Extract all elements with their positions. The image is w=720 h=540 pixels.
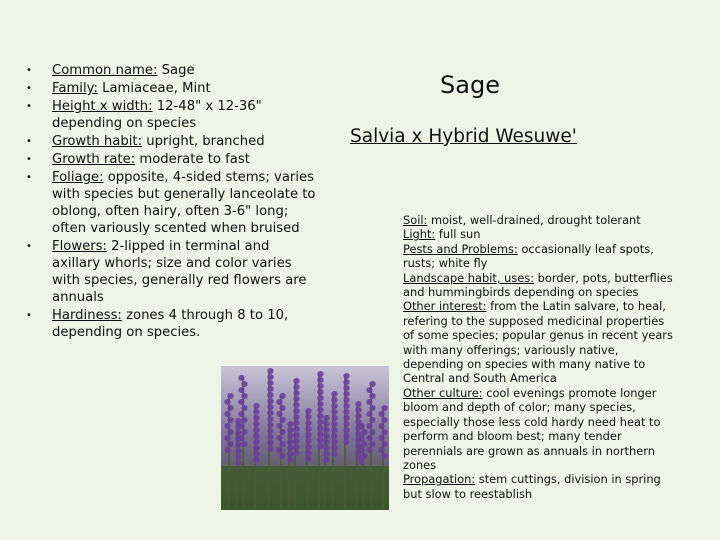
note-paragraph <box>403 242 675 271</box>
bullet-icon: • <box>26 241 32 252</box>
note-paragraph <box>403 213 675 227</box>
fact-label: Height x width: <box>52 99 153 114</box>
fact-text: zones 4 through 8 to 10, depending on species. <box>52 308 289 340</box>
bullet-icon: • <box>26 310 32 321</box>
salvia-photo <box>221 366 389 510</box>
note-label: Propagation: <box>403 472 476 487</box>
fact-text: 2-lipped in terminal and axillary whorls; size and color varies with species, generally red flowers are annuals <box>52 239 307 305</box>
note-text: cool evenings promote longer bloom and depth of color; many species, especially those less cold hardy need heat to perform and bloom best; many tender perennials are grown as annuals in northern zones <box>403 385 661 472</box>
plant-facts-list <box>24 62 320 342</box>
note-label: Landscape habit, uses: <box>403 270 535 285</box>
bullet-icon: • <box>26 154 32 165</box>
bullet-icon: • <box>26 136 32 147</box>
list-item <box>24 133 320 150</box>
note-text: occasionally leaf spots, rusts; white fly <box>403 241 654 271</box>
note-paragraph <box>403 386 675 472</box>
list-item <box>24 62 320 79</box>
list-item <box>24 169 320 237</box>
fact-label: Flowers: <box>52 239 107 254</box>
note-text: stem cuttings, division in spring but slow to reestablish <box>403 472 661 501</box>
note-label: Light: <box>403 227 436 242</box>
fact-label: Hardiness: <box>52 308 122 323</box>
bullet-icon: • <box>26 65 32 76</box>
list-item <box>24 307 320 341</box>
note-paragraph <box>403 472 675 501</box>
cultivar-name: Salvia x Hybrid Wesuwe' <box>350 126 577 147</box>
fact-label: Growth rate: <box>52 152 136 167</box>
fact-text: Lamiaceae, Mint <box>97 81 211 96</box>
list-item <box>24 98 320 132</box>
bullet-icon: • <box>26 172 32 183</box>
list-item <box>24 80 320 97</box>
note-text: moist, well-drained, drought tolerant <box>427 213 641 227</box>
note-text: border, pots, butterflies and hummingbirds depending on species <box>403 270 673 300</box>
note-label: Other interest: <box>403 299 487 314</box>
list-item <box>24 238 320 306</box>
bullet-icon: • <box>26 83 32 94</box>
note-label: Soil: <box>403 213 428 227</box>
fact-label: Growth habit: <box>52 134 143 149</box>
bullet-icon: • <box>26 101 32 112</box>
fact-text: moderate to fast <box>135 152 250 167</box>
note-paragraph <box>403 271 675 300</box>
note-text: from the Latin salvare, to heal, refering to the supposed medicinal properties of some species; popular genus in recent years with many offerings; variously native, depending on species with many native to Central and South America <box>403 299 673 386</box>
fact-label: Foliage: <box>52 170 104 185</box>
note-label: Pests and Problems: <box>403 241 518 256</box>
note-label: Other culture: <box>403 385 483 400</box>
fact-text: upright, branched <box>142 134 265 149</box>
note-paragraph <box>403 299 675 385</box>
note-paragraph <box>403 227 675 241</box>
fact-text: opposite, 4-sided stems; varies with species but generally lanceolate to oblong, often hairy, often 3-6" long; often variously scented when bruised <box>52 170 316 236</box>
fact-text: Sage <box>157 63 195 78</box>
list-item <box>24 151 320 168</box>
culture-notes <box>403 213 675 501</box>
fact-label: Common name: <box>52 63 158 78</box>
fact-label: Family: <box>52 81 98 96</box>
page-title: Sage <box>440 71 500 99</box>
note-text: full sun <box>435 227 481 242</box>
salvia-flower-image <box>221 366 389 510</box>
fact-text: 12-48" x 12-36" depending on species <box>52 99 262 131</box>
